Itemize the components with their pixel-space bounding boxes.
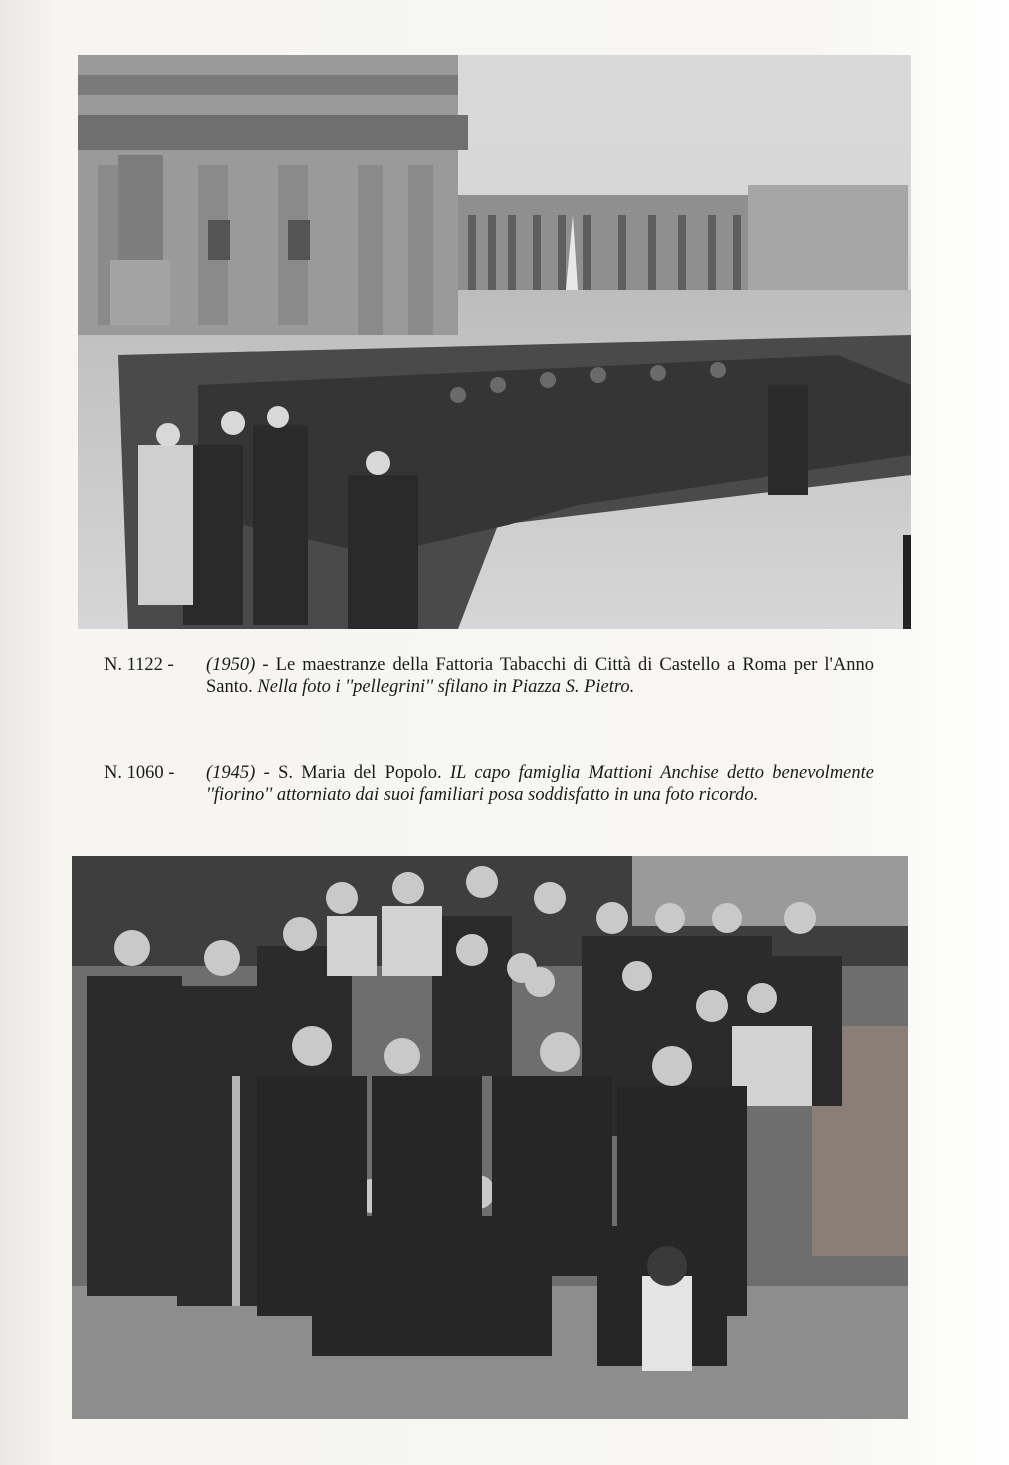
caption-separator: - xyxy=(255,763,279,783)
caption-number: N. 1122 - xyxy=(104,655,174,675)
caption-number: N. 1060 - xyxy=(104,763,175,783)
photo-procession xyxy=(78,55,911,629)
caption-body xyxy=(206,654,874,698)
caption-1122 xyxy=(104,654,876,724)
photo-family-group-icon xyxy=(72,856,908,1419)
photo-family-group xyxy=(72,856,908,1419)
caption-text: Le maestranze della Fattoria Tabacchi di Città di Castello a Roma per l'Anno Santo. xyxy=(206,655,874,697)
caption-year: (1950) xyxy=(206,655,256,675)
caption-year: (1945) xyxy=(206,763,256,783)
caption-italic-text: IL capo famiglia Mattioni Anchise detto benevolmente ''fiorino'' attorniato dai suoi familiari posa soddisfatto in una foto ricordo. xyxy=(206,763,874,805)
photo-procession-icon xyxy=(78,55,911,629)
caption-italic-text: Nella foto i ''pellegrini'' sfilano in Piazza S. Pietro. xyxy=(257,677,635,697)
caption-separator: - xyxy=(255,655,276,675)
caption-body xyxy=(206,762,874,806)
caption-1060 xyxy=(104,762,876,832)
caption-text: S. Maria del Popolo. xyxy=(278,763,450,783)
